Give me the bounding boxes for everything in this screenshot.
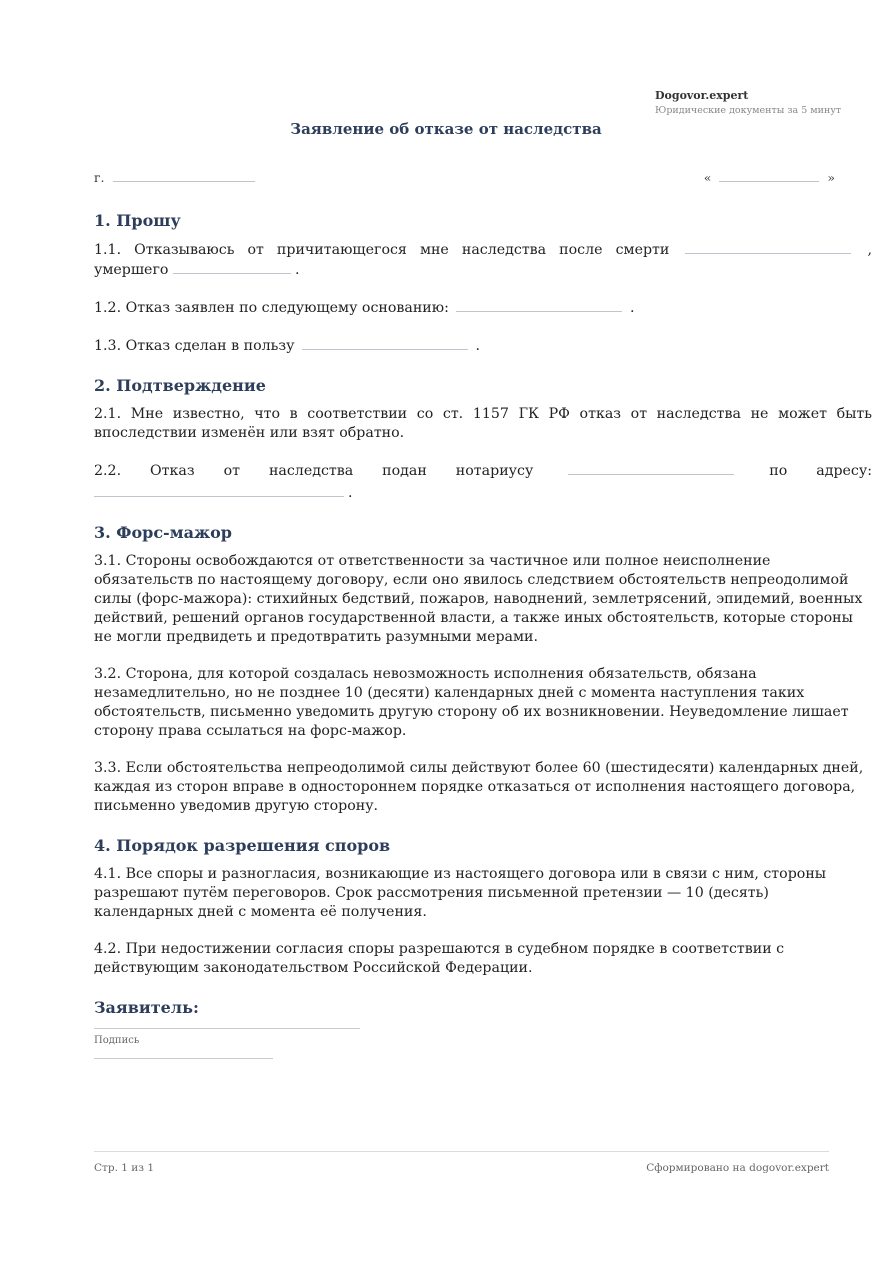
brand-block <box>655 89 841 118</box>
clause-2-1: 2.1. Мне известно, что в соответствии со ст. 1157 ГК РФ отказ от наследства не может быть впоследствии изменён или взят обратно. <box>94 406 872 441</box>
clause-3-2: 3.2. Сторона, для которой создалась невозможность исполнения обязательств, обязана незамедлительно, но не позднее 10 (десяти) календарных дней с момента наступления таких обстоятельств, письменно уведомить другую сторону об их возникновении. Неуведомление лишает сторону права ссылаться на форс-мажор. <box>94 666 849 739</box>
date-blank <box>719 168 819 182</box>
city-blank <box>113 168 255 182</box>
date-close-quote: » <box>827 170 835 185</box>
date-field <box>704 168 835 185</box>
deceased-name-blank <box>685 240 851 254</box>
section-heading-1: 1. Прошу <box>94 211 181 230</box>
generated-note: Сформировано на dogovor.expert <box>646 1162 829 1174</box>
clause-1-2-end: . <box>629 300 635 316</box>
brand-tagline: Юридические документы за 5 минут <box>655 105 842 116</box>
page-number: Стр. 1 из 1 <box>94 1162 155 1174</box>
clause-2-2-text: 2.2. Отказ от наследства подан нотариусу <box>94 463 534 479</box>
section-heading-4: 4. Порядок разрешения споров <box>94 836 391 855</box>
notary-address-blank <box>94 483 344 497</box>
death-date-blank <box>173 260 291 274</box>
clause-1-3 <box>94 336 872 356</box>
clause-1-1-end: . <box>294 262 300 278</box>
signature-line <box>94 1028 360 1029</box>
clause-4-2: 4.2. При недостижении согласия споры разрешаются в судебном порядке в соответствии с действующим законодательством Российской Федерации. <box>94 941 785 976</box>
clause-1-3-text: 1.3. Отказ сделан в пользу <box>94 338 295 354</box>
document-title: Заявление об отказе от наследства <box>290 120 602 138</box>
beneficiary-blank <box>302 336 468 350</box>
clause-3-1: 3.1. Стороны освобождаются от ответственности за частичное или полное неисполнение обязательств по настоящему договору, если оно явилось следствием обстоятельств непреодолимой силы (форс-мажора): стихийных бедствий, пожаров, наводнений, землетрясений, эпидемий, военных действий, решений органов государственной власти, а также иных обстоятельств, которые стороны не могли предвидеть и предотвратить разумными мерами. <box>94 553 863 645</box>
city-prefix: г. <box>94 170 105 185</box>
section-heading-2: 2. Подтверждение <box>94 376 266 395</box>
clause-4-1: 4.1. Все споры и разногласия, возникающие из настоящего договора или в связи с ним, стороны разрешают путём переговоров. Срок рассмотрения письменной претензии — 10 (десять) календарных дней с момента её получения. <box>94 866 827 920</box>
clause-1-1-text-b: , умершего <box>94 242 872 278</box>
name-line <box>94 1058 273 1059</box>
document-body <box>94 209 872 1020</box>
notary-blank <box>568 461 734 475</box>
reason-blank <box>456 298 622 312</box>
section-heading-3: 3. Форс-мажор <box>94 523 232 542</box>
clause-2-2-continuation <box>94 483 872 503</box>
city-field <box>94 168 255 185</box>
date-open-quote: « <box>703 170 712 185</box>
clause-1-3-end: . <box>475 338 481 354</box>
brand-name: Dogovor.expert <box>655 89 749 102</box>
clause-2-2-end: . <box>348 485 353 501</box>
clause-1-1-text: 1.1. Отказываюсь от причитающегося мне наследства после смерти <box>94 242 670 258</box>
clause-2-2 <box>94 461 872 481</box>
clause-3-3: 3.3. Если обстоятельства непреодолимой силы действуют более 60 (шестидесяти) календарных дней, каждая из сторон вправе в одностороннем порядке отказаться от исполнения настоящего договора, письменно уведомив другую сторону. <box>94 760 864 814</box>
clause-1-2 <box>94 298 872 318</box>
footer-divider <box>94 1151 829 1152</box>
clause-1-1 <box>94 240 872 280</box>
applicant-heading: Заявитель: <box>94 998 199 1017</box>
signature-label: Подпись <box>94 1035 140 1046</box>
clause-1-2-text: 1.2. Отказ заявлен по следующему основанию: <box>94 300 449 316</box>
clause-2-2-text-b: по адресу: <box>769 463 872 479</box>
